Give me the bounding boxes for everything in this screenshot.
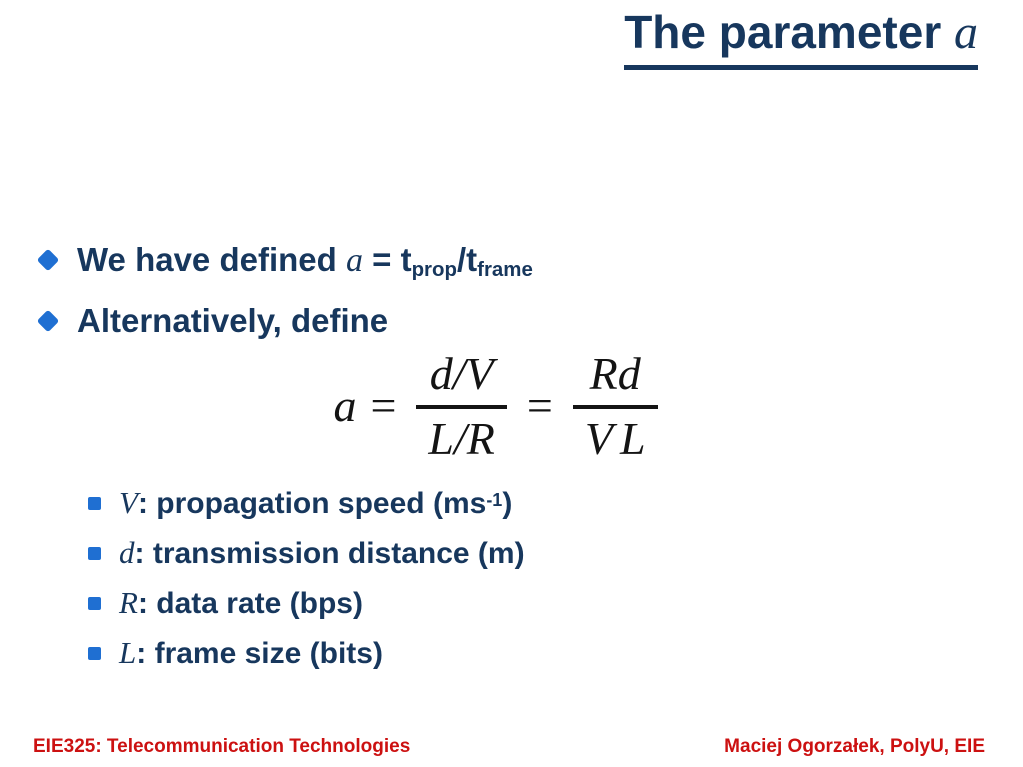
formula-fraction-1 [416,349,506,464]
slide-title-text: The parameter [624,6,954,58]
slide-title-variable: a [954,6,978,59]
slide-title [624,6,978,70]
item-v-rest: : propagation speed (ms [137,487,487,520]
item-r-variable: R [119,585,138,620]
diamond-bullet-icon [37,310,60,333]
formula-frac1-numerator: d/V [429,348,494,399]
item-v-superscript: -1 [486,490,503,511]
list-item-frame-size [88,628,525,678]
item-v-tail: ) [502,487,513,520]
item-r-rest: : data rate (bps) [137,587,363,620]
bullet1-variable: a [345,242,363,279]
bullet-alternatively-define [36,302,533,340]
item-d-variable: d [119,535,135,570]
item-v-variable: V [119,485,138,520]
square-bullet-icon [88,647,101,660]
bullet1-pre: We have defined [77,241,346,278]
footer-course-label: EIE325: Telecommunication Technologies [33,736,411,757]
bullet-defined-a-text [77,241,533,280]
square-bullet-icon [88,597,101,610]
formula-equals-1: = [370,380,397,432]
footer-author-label: Maciej Ogorzałek, PolyU, EIE [724,736,985,757]
square-bullet-icon [88,497,101,510]
formula-frac1-denominator: L/R [416,405,506,465]
bullet-defined-a [36,241,533,280]
item-d-text [119,535,525,571]
square-bullet-icon [88,547,101,560]
bullet1-subscript-prop: prop [411,257,457,281]
formula-frac2-denominator: VL [573,405,658,465]
item-r-text [119,585,363,621]
bullet1-mid: = t [362,241,412,278]
item-l-rest: : frame size (bits) [136,637,383,670]
diamond-bullet-icon [37,249,60,272]
formula-frac2-numerator: Rd [589,348,641,399]
item-l-text [119,635,383,671]
main-bullet-list [36,241,533,362]
bullet1-subscript-frame: frame [477,257,533,281]
bullet1-mid2: /t [456,241,478,278]
formula-equals-2: = [526,380,553,432]
variable-definition-list [88,478,525,678]
list-item-propagation-speed [88,478,525,528]
list-item-transmission-distance [88,528,525,578]
formula-fraction-2 [573,349,658,464]
bullet2-text: Alternatively, define [77,302,389,340]
item-l-variable: L [119,635,137,670]
slide-footer [0,736,1023,758]
list-item-data-rate [88,578,525,628]
item-v-text [119,485,512,521]
formula-lhs-a: a [333,380,357,432]
formula-a-equals [0,349,1010,464]
item-d-rest: : transmission distance (m) [134,537,525,570]
